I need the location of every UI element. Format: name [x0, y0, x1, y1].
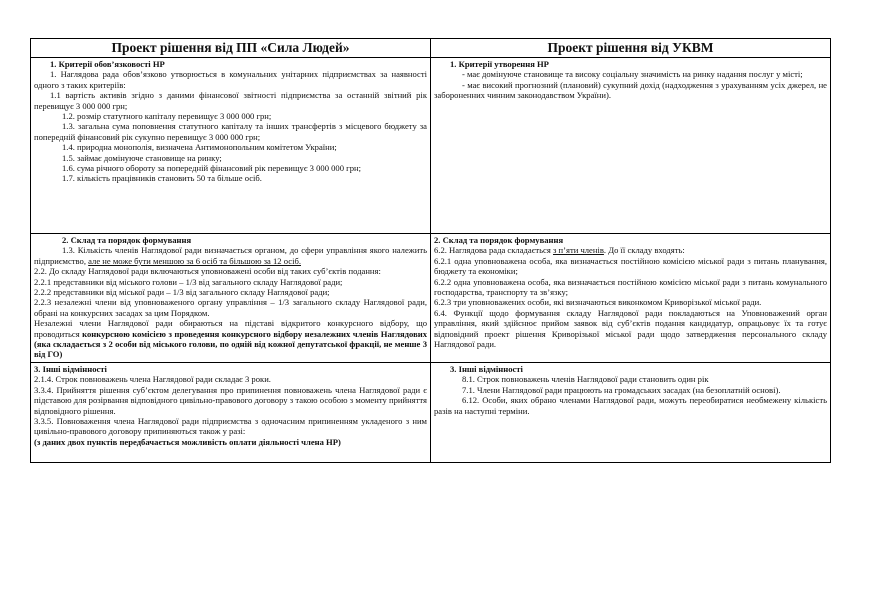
other-paragraph: 2.1.4. Строк повноважень члена Наглядової ради складає 3 роки.	[34, 374, 271, 385]
header-row	[31, 39, 831, 58]
composition-paragraph: 6.2.1 одна уповноважена особа, яка визначається постійною комісією міської ради з питань планування, бюджету та економіки;	[434, 255, 827, 277]
criteria-item: 1.6. сума річного обороту за попередній фінансовий рік перевищує 3 000 000 грн;	[62, 163, 361, 174]
composition-paragraph: 2.2.1 представники від міського голови – 1/3 від загального складу Наглядової ради;	[34, 276, 343, 287]
criteria-item: 1.1 вартість активів згідно з даними фінансової звітності підприємства за останній звітний рік перевищує 3 000 000 грн;	[34, 90, 427, 111]
other-paragraph: 6.12. Особи, яких обрано членами Наглядової ради, можуть переобиратися необмежену кількість разів на наступні терміни.	[434, 395, 827, 416]
comparison-document	[30, 38, 830, 463]
header-left: Проект рішення від ПП «Сила Людей»	[31, 39, 431, 58]
criteria-item: 1.4. природна монополія, визначена Антимонопольним комітетом України;	[62, 142, 337, 153]
composition-paragraph: 6.2.3 три уповноважених особи, які визначаються виконкомом Криворізької міської ради.	[434, 297, 762, 308]
composition-text: Незалежні члени Наглядової ради обираються на підставі відкритого конкурсного відбору, що проводиться	[34, 318, 427, 339]
comparison-table	[30, 38, 831, 463]
composition-text: 1.3. Кількість членів Наглядової ради визначається органом, до сфери управління якого належить підприємство,	[34, 245, 427, 266]
composition-text: . До її складу входять:	[603, 245, 685, 256]
composition-right-cell	[431, 234, 831, 363]
criteria-right-cell	[431, 58, 831, 234]
criteria-item: - має високий прогнозний (плановий) сукупний дохід (надходження з урахуванням усіх джерел, не забороненних чинним законодавством України).	[434, 79, 827, 101]
composition-paragraph: 2.2. До складу Наглядової ради включаються уповноважені особи від таких суб’єктів подання:	[34, 266, 381, 277]
composition-text: 6.2. Наглядова рада складається	[434, 245, 553, 256]
composition-paragraph: 6.4. Функції щодо формування складу Наглядової ради покладаються на Уповноважений орган управління, який здійснює прийом заявок від суб’єктів подання кандидатур, опрацьовує їх та готує відповідний проект рішення Криворізької міської ради щодо затвердження персонального складу Наглядової ради.	[434, 307, 827, 350]
other-paragraph: 7.1. Члени Наглядової ради працюють на громадських засадах (на безоплатній основі).	[462, 384, 781, 395]
other-paragraph: 3.3.4. Прийняття рішення суб’єктом делегування про припинення повноважень члена Наглядової ради є підставою для розірвання відповідного цивільно-правового договору з такою особою з моменту прийняття відповідного рішення.	[34, 384, 427, 416]
composition-paragraph	[34, 245, 427, 266]
other-paragraph: 8.1. Строк повноважень членів Наглядової ради становить один рік	[462, 374, 709, 385]
other-note: (з даних двох пунктів передбачається можливість оплати діяльності члена НР)	[34, 436, 341, 447]
other-differences-row	[31, 362, 831, 462]
composition-paragraph	[434, 245, 827, 255]
composition-paragraph: 2.2.3 незалежні члени від уповноваженого органу управління – 1/3 загального складу Наглядової ради, обрані на конкурсних засадах за цим Порядком.	[34, 297, 427, 318]
composition-underlined-text: з п’яти членів	[552, 245, 604, 256]
composition-underlined-text: але не може бути меншою за 6 осіб та більшою за 12 осіб.	[88, 255, 301, 266]
other-left-cell	[31, 362, 431, 462]
other-paragraph: 3.3.5. Повноваження члена Наглядової ради підприємства з одночасним припиненням укладеного з ним цивільно-правового договору припиняються також у разі:	[34, 415, 427, 437]
criteria-row	[31, 58, 831, 234]
criteria-item: 1.7. кількість працівників становить 50 та більше осіб.	[62, 173, 262, 184]
composition-bold-text: конкурсною комісією з проведення конкурсного відбору незалежних членів Наглядових (яка складається з 2 особи від міського голови, по одній від кожної депутатської фракції, не менше 3 від ГО)	[34, 328, 427, 360]
composition-left-cell	[31, 234, 431, 363]
composition-row	[31, 234, 831, 363]
other-right-cell	[431, 362, 831, 462]
composition-paragraph: 2.2.2 представники від міської ради – 1/3 від загального складу Наглядової ради;	[34, 287, 330, 298]
header-right: Проект рішення від УКВМ	[431, 39, 831, 58]
composition-left-title: 2. Склад та порядок формування	[62, 235, 192, 245]
criteria-item: 1.3. загальна сума поповнення статутного капіталу та інших трансфертів з місцевого бюджету за попередній фінансовий рік сукупно перевищує 3 000 000 грн;	[34, 121, 427, 142]
criteria-item: 1.2. розмір статутного капіталу перевищує 3 000 000 грн;	[62, 111, 272, 122]
composition-paragraph: 6.2.2 одна уповноважена особа, яка визначається постійною комісією міської ради з питань комунального господарства, транспорту та зв’язку;	[434, 276, 827, 298]
composition-paragraph	[34, 318, 427, 360]
other-left-title: 3. Інші відмінності	[34, 363, 107, 374]
criteria-right-title: 1. Критерії утворення НР	[450, 59, 549, 69]
criteria-left-cell	[31, 58, 431, 234]
composition-right-title: 2. Склад та порядок формування	[434, 235, 564, 245]
criteria-left-intro: 1. Наглядова рада обов’язково утворюється в комунальних унітарних підприємствах за наявності одного з таких критеріїв:	[34, 69, 427, 90]
criteria-left-title: 1. Критерії обов’язковості НР	[50, 59, 165, 69]
other-right-title: 3. Інші відмінності	[450, 363, 523, 374]
criteria-item: 1.5. займає домінуюче становище на ринку;	[62, 152, 222, 163]
criteria-item: - має домінуюче становище та високу соціальну значимість на ринку надання послуг у місті;	[462, 69, 803, 80]
